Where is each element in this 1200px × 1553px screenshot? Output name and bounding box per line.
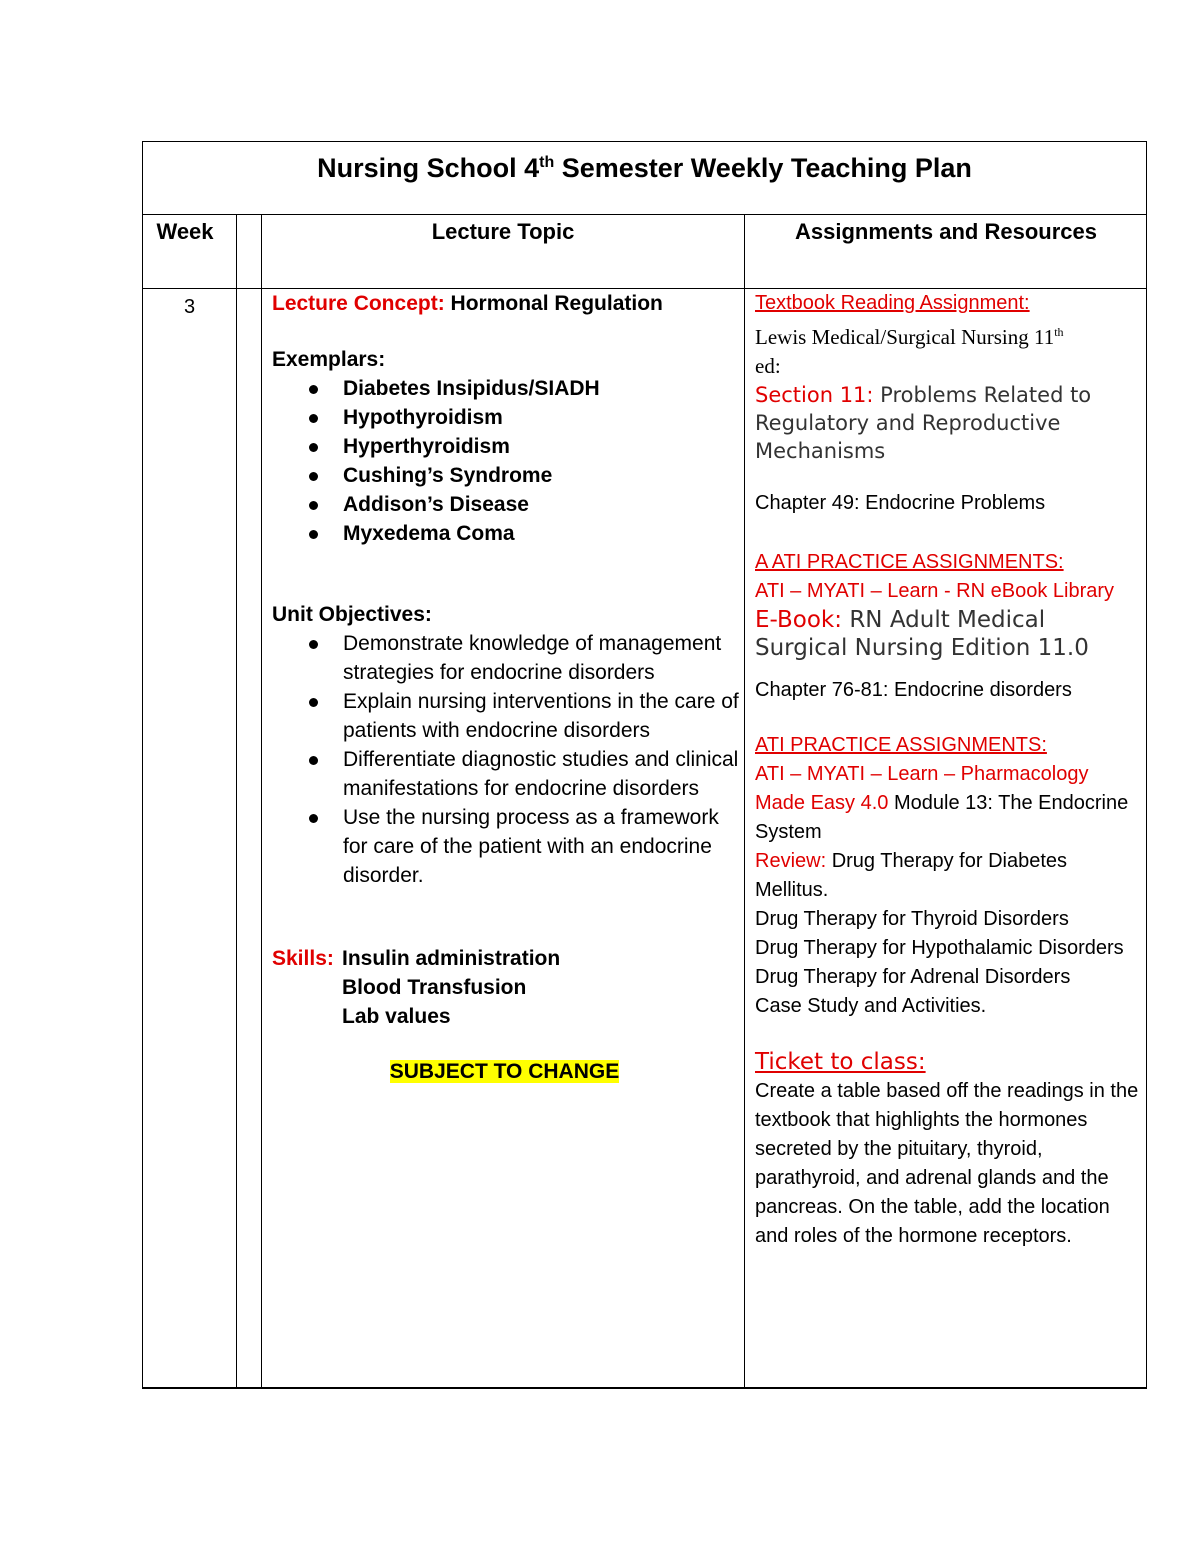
review-item: Drug Therapy for Adrenal Disorders — [755, 966, 1071, 988]
list-item: Demonstrate knowledge of management strategies for endocrine disorders — [272, 629, 742, 687]
review-item: Drug Therapy for Diabetes Mellitus. — [755, 850, 1067, 901]
border-top — [142, 141, 1147, 142]
chapter-76: Chapter 76-81: Endocrine disorders — [755, 679, 1072, 701]
objectives-label: Unit Objectives: — [272, 603, 432, 626]
review — [755, 847, 1140, 905]
lecture-concept — [272, 289, 742, 318]
border-bottom — [142, 1387, 1147, 1389]
ebook-value: RN Adult Medical Surgical Nursing Edition 11.0 — [755, 607, 1089, 661]
header-week: Week — [156, 219, 214, 244]
skills-label: Skills: — [272, 947, 334, 970]
page-title — [142, 143, 1147, 188]
header-assignments: Assignments and Resources — [795, 219, 1097, 244]
col-divider-2 — [261, 214, 262, 1389]
title-superscript: th — [539, 154, 555, 171]
exemplars-label: Exemplars: — [272, 348, 386, 371]
teaching-plan-table — [142, 141, 1147, 1389]
list-item: Hypothyroidism — [272, 403, 742, 432]
subject-to-change-notice: SUBJECT TO CHANGE — [389, 1060, 620, 1083]
list-item: Hyperthyroidism — [272, 432, 742, 461]
lecture-concept-value: Hormonal Regulation — [444, 292, 663, 315]
section-label: Section 11: — [755, 383, 874, 407]
section-value: Problems Related to Regulatory and Reproductive Mechanisms — [755, 383, 1092, 463]
list-item: Myxedema Coma — [272, 519, 742, 548]
skill-item: Lab values — [342, 1005, 451, 1028]
pharmacology — [755, 760, 1140, 847]
textbook-title — [755, 318, 1140, 381]
skill-item: Insulin administration — [342, 947, 561, 970]
rule-title-bottom — [142, 214, 1147, 215]
title-text-suffix: Semester Weekly Teaching Plan — [554, 153, 972, 183]
list-item: Explain nursing interventions in the care of patients with endocrine disorders — [272, 687, 742, 745]
ati-heading-2: ATI PRACTICE ASSIGNMENTS: — [755, 734, 1047, 756]
chapter-49: Chapter 49: Endocrine Problems — [755, 492, 1046, 514]
ati-heading-1: A ATI PRACTICE ASSIGNMENTS: — [755, 551, 1064, 573]
list-item: Use the nursing process as a framework for care of the patient with an endocrine disorder. — [272, 803, 742, 890]
list-item: Differentiate diagnostic studies and clinical manifestations for endocrine disorders — [272, 745, 742, 803]
ebook — [755, 606, 1140, 662]
assignments-cell — [755, 289, 1140, 1251]
notice-wrapper — [272, 1057, 737, 1086]
section-11 — [755, 381, 1140, 465]
list-item: Cushing’s Syndrome — [272, 461, 742, 490]
ati-path-1: ATI – MYATI – Learn - RN eBook Library — [755, 580, 1115, 602]
skills — [272, 944, 742, 1031]
col-divider-3 — [744, 214, 745, 1389]
border-left — [142, 141, 143, 1389]
review-item: Drug Therapy for Hypothalamic Disorders — [755, 937, 1124, 959]
lecture-concept-label: Lecture Concept: — [272, 292, 445, 315]
module-text: Module 13: The Endocrine System — [755, 792, 1129, 843]
objectives-list — [272, 629, 742, 890]
review-label: Review: — [755, 850, 827, 872]
review-item: Drug Therapy for Thyroid Disorders — [755, 908, 1069, 930]
review-item: Case Study and Activities. — [755, 995, 987, 1017]
textbook-title-text: Lewis Medical/Surgical Nursing 11 — [755, 325, 1055, 349]
textbook-edition: ed: — [755, 354, 781, 378]
skill-item: Blood Transfusion — [342, 976, 527, 999]
ebook-label: E-Book: — [755, 607, 843, 633]
week-number: 3 — [183, 296, 196, 318]
textbook-heading: Textbook Reading Assignment: — [755, 292, 1030, 314]
exemplars-list — [272, 374, 742, 548]
header-lecture-topic: Lecture Topic — [431, 219, 575, 244]
list-item: Diabetes Insipidus/SIADH — [272, 374, 742, 403]
list-item: Addison’s Disease — [272, 490, 742, 519]
lecture-cell — [272, 289, 742, 1086]
ati-path-2: ATI – MYATI – Learn – Pharmacology Made Easy 4.0 — [755, 763, 1089, 814]
ticket-heading: Ticket to class: — [755, 1049, 926, 1075]
border-right — [1146, 141, 1147, 1389]
ticket-body: Create a table based off the readings in the textbook that highlights the hormones secreted by the pituitary, thyroid, parathyroid, and adrenal glands and the pancreas. On the table, add the location and roles of the hormone receptors. — [755, 1080, 1139, 1247]
col-divider-1 — [236, 214, 237, 1389]
title-text: Nursing School 4 — [317, 153, 540, 183]
textbook-title-sup: th — [1054, 325, 1064, 339]
